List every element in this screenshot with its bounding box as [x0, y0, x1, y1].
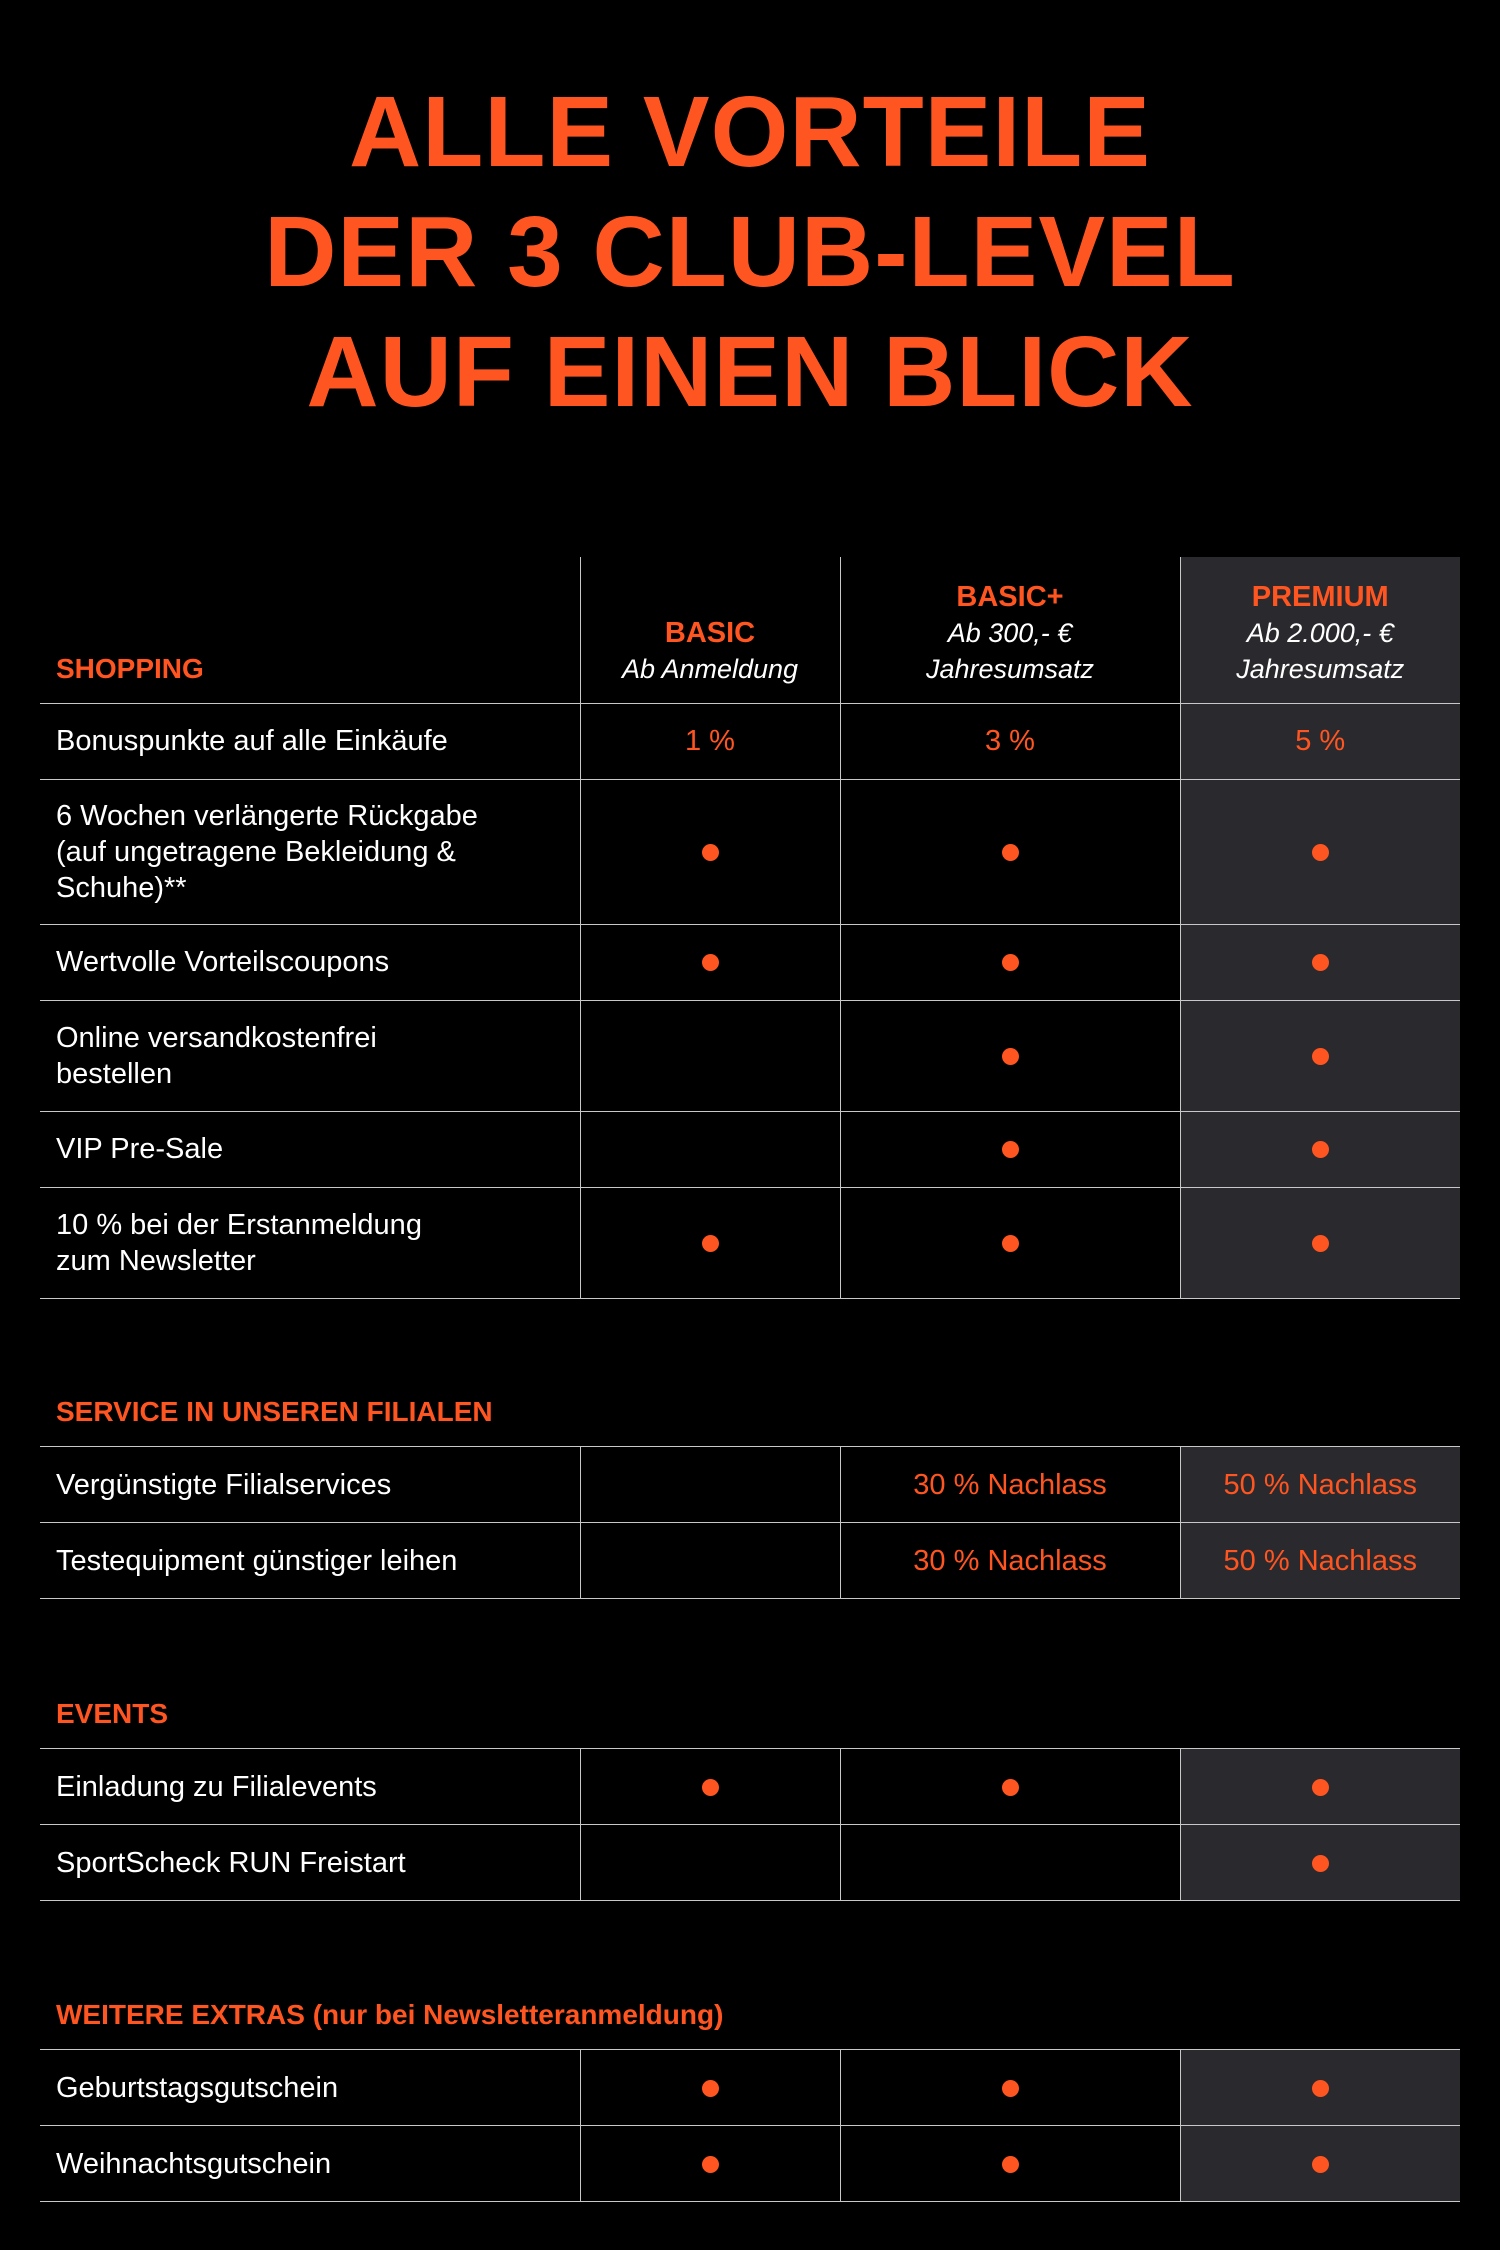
table-row	[40, 1447, 1460, 1523]
level-condition: Jahresumsatz	[925, 653, 1095, 684]
level-name: PREMIUM	[1251, 580, 1389, 613]
value-basic: 1 %	[580, 703, 840, 779]
value-basic-plus	[840, 1187, 1180, 1298]
value-premium	[1180, 1000, 1460, 1111]
level-name: BASIC	[664, 616, 756, 649]
level-condition: Jahresumsatz	[1236, 653, 1405, 684]
table-row	[40, 1749, 1460, 1825]
filled-dot-icon	[1312, 1855, 1329, 1872]
value-basic	[580, 1749, 840, 1825]
feature-label: VIP Pre-Sale	[40, 1111, 580, 1187]
filled-dot-icon	[1002, 2156, 1019, 2173]
feature-label: 10 % bei der Erstanmeldung zum Newsletter	[40, 1187, 580, 1298]
section-label-service: SERVICE IN UNSEREN FILIALEN	[56, 1396, 493, 1427]
title-line-2: DER 3 CLUB-LEVEL	[264, 196, 1236, 308]
filled-dot-icon	[702, 844, 719, 861]
value-basic	[580, 1825, 840, 1901]
level-condition: Ab 300,- €	[947, 617, 1073, 648]
value-premium	[1180, 2050, 1460, 2126]
table-row	[40, 1523, 1460, 1599]
filled-dot-icon	[1312, 954, 1329, 971]
page-title	[0, 72, 1500, 432]
level-condition: Ab 2.000,- €	[1246, 617, 1394, 648]
filled-dot-icon	[702, 2156, 719, 2173]
table-header-row	[40, 557, 1460, 703]
feature-label: Einladung zu Filialevents	[40, 1749, 580, 1825]
feature-label: Vergünstigte Filialservices	[40, 1447, 580, 1523]
value-basic-plus	[840, 2050, 1180, 2126]
events-table	[40, 1748, 1460, 1901]
filled-dot-icon	[702, 1779, 719, 1796]
table-row	[40, 924, 1460, 1000]
value-premium	[1180, 2126, 1460, 2202]
filled-dot-icon	[1002, 1141, 1019, 1158]
value-basic	[580, 1000, 840, 1111]
service-table	[40, 1446, 1460, 1599]
feature-label: Testequipment günstiger leihen	[40, 1523, 580, 1599]
table-row	[40, 2126, 1460, 2202]
value-basic-plus: 30 % Nachlass	[840, 1523, 1180, 1599]
value-basic	[580, 1523, 840, 1599]
value-basic-plus	[840, 1825, 1180, 1901]
feature-label: SportScheck RUN Freistart	[40, 1825, 580, 1901]
level-header-basic-plus	[840, 557, 1180, 703]
value-basic-plus	[840, 1111, 1180, 1187]
value-premium: 50 % Nachlass	[1180, 1523, 1460, 1599]
value-basic-plus	[840, 779, 1180, 924]
section-label-extras: WEITERE EXTRAS (nur bei Newsletteranmeldung)	[56, 1999, 724, 2030]
feature-label: Online versandkostenfrei bestellen	[40, 1000, 580, 1111]
value-basic	[580, 1111, 840, 1187]
filled-dot-icon	[702, 2080, 719, 2097]
feature-label: Geburtstagsgutschein	[40, 2050, 580, 2126]
feature-label: Weihnachtsgutschein	[40, 2126, 580, 2202]
filled-dot-icon	[1002, 954, 1019, 971]
filled-dot-icon	[702, 1235, 719, 1252]
value-premium	[1180, 1111, 1460, 1187]
feature-label: 6 Wochen verlängerte Rückgabe (auf ungetragene Bekleidung & Schuhe)**	[40, 779, 580, 924]
filled-dot-icon	[1002, 1779, 1019, 1796]
title-line-3: AUF EINEN BLICK	[306, 316, 1194, 428]
value-basic	[580, 779, 840, 924]
value-basic-plus: 3 %	[840, 703, 1180, 779]
feature-label: Bonuspunkte auf alle Einkäufe	[40, 703, 580, 779]
value-basic-plus	[840, 1000, 1180, 1111]
level-header-basic	[580, 557, 840, 703]
value-basic	[580, 1187, 840, 1298]
section-label-shopping: SHOPPING	[40, 557, 580, 703]
shopping-table	[40, 557, 1460, 1299]
filled-dot-icon	[1312, 1779, 1329, 1796]
feature-label: Wertvolle Vorteilscoupons	[40, 924, 580, 1000]
value-premium	[1180, 924, 1460, 1000]
table-row	[40, 703, 1460, 779]
value-premium: 50 % Nachlass	[1180, 1447, 1460, 1523]
value-premium	[1180, 1749, 1460, 1825]
title-line-1: ALLE VORTEILE	[349, 76, 1151, 188]
value-basic	[580, 1447, 840, 1523]
filled-dot-icon	[1312, 1141, 1329, 1158]
extras-table	[40, 2049, 1460, 2202]
table-row	[40, 1825, 1460, 1901]
value-basic	[580, 2050, 840, 2126]
table-row	[40, 1111, 1460, 1187]
filled-dot-icon	[1312, 1235, 1329, 1252]
filled-dot-icon	[1312, 2156, 1329, 2173]
table-row	[40, 1187, 1460, 1298]
filled-dot-icon	[1312, 1048, 1329, 1065]
filled-dot-icon	[1002, 1048, 1019, 1065]
filled-dot-icon	[1002, 1235, 1019, 1252]
level-header-premium	[1180, 557, 1460, 703]
value-basic-plus	[840, 2126, 1180, 2202]
value-basic-plus	[840, 924, 1180, 1000]
filled-dot-icon	[702, 954, 719, 971]
value-basic-plus: 30 % Nachlass	[840, 1447, 1180, 1523]
value-premium	[1180, 1825, 1460, 1901]
value-premium: 5 %	[1180, 703, 1460, 779]
value-premium	[1180, 779, 1460, 924]
table-row	[40, 1000, 1460, 1111]
filled-dot-icon	[1312, 844, 1329, 861]
value-basic-plus	[840, 1749, 1180, 1825]
value-basic	[580, 924, 840, 1000]
value-basic	[580, 2126, 840, 2202]
filled-dot-icon	[1312, 2080, 1329, 2097]
table-row	[40, 779, 1460, 924]
filled-dot-icon	[1002, 844, 1019, 861]
level-condition: Ab Anmeldung	[621, 653, 799, 684]
level-name: BASIC+	[956, 580, 1064, 613]
section-label-events: EVENTS	[56, 1698, 169, 1729]
filled-dot-icon	[1002, 2080, 1019, 2097]
table-row	[40, 2050, 1460, 2126]
value-premium	[1180, 1187, 1460, 1298]
